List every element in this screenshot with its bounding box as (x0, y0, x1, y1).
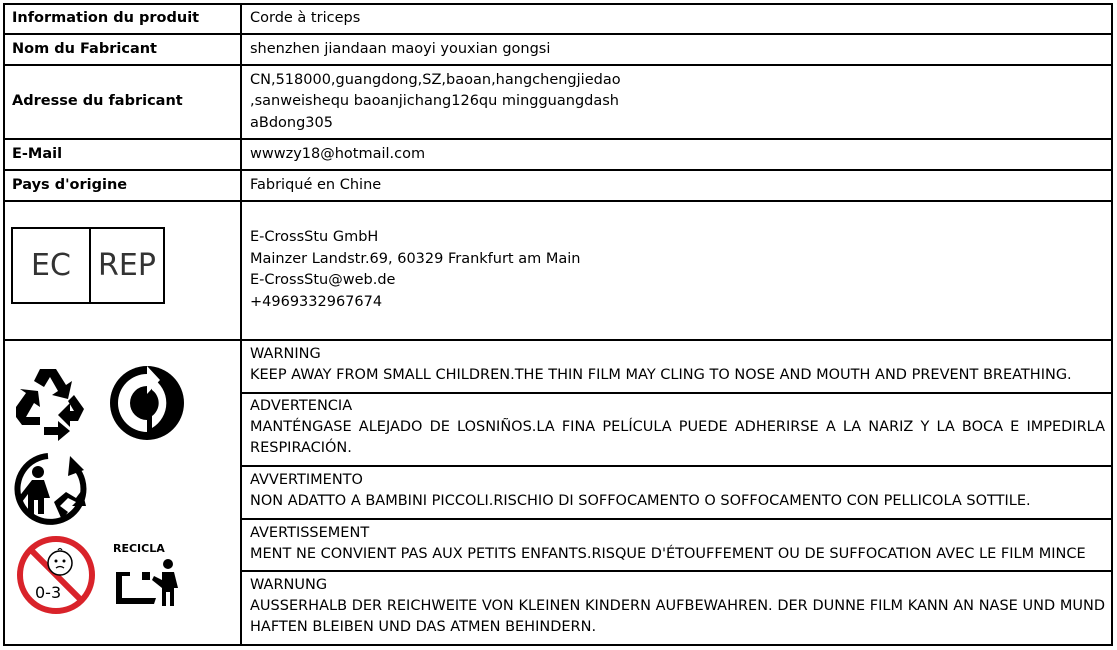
manufacturer-address-line: ,sanweishequ baoanjichang126qu mingguangdash (250, 93, 619, 109)
manufacturer-address-line: CN,518000,guangdong,SZ,baoan,hangchengjiedao (250, 72, 621, 88)
manufacturer-name-value: shenzhen jiandaan maoyi youxian gongsi (250, 41, 551, 57)
ec-rep-phone: +4969332967674 (250, 294, 383, 310)
recycle-icon (12, 365, 92, 441)
ec-rep-company: E-CrossStu GmbH (250, 229, 379, 245)
ec-rep-symbol-rep: REP (98, 248, 156, 283)
origin-label: Pays d'origine (12, 177, 128, 193)
product-info-value: Corde à triceps (250, 10, 361, 26)
row-divider (3, 64, 1113, 66)
table-border-bottom (3, 644, 1113, 646)
warning-title: AVVERTIMENTO (250, 472, 363, 488)
age-warning-icon (16, 535, 96, 615)
row-divider (241, 570, 1113, 572)
tidyman-recycle-icon (10, 450, 92, 528)
row-divider (3, 200, 1113, 202)
warning-en (250, 344, 1105, 386)
warning-de (250, 575, 1105, 638)
warning-title: WARNING (250, 346, 321, 362)
warning-text: MENT NE CONVIENT PAS AUX PETITS ENFANTS.RISQUE D'ÉTOUFFEMENT OU DE SUFFOCATION AVEC LE FILM MINCE (250, 546, 1086, 562)
row-divider (241, 465, 1113, 467)
row-divider (3, 339, 1113, 341)
email-value: wwwzy18@hotmail.com (250, 146, 426, 162)
warning-title: ADVERTENCIA (250, 398, 353, 414)
row-divider (241, 518, 1113, 520)
ec-rep-symbol-ec: EC (13, 229, 91, 302)
warning-text: AUSSERHALB DER REICHWEITE VON KLEINEN KINDERN AUFBEWAHREN. DER DUNNE FILM KANN AN NASE UND MUND HAFTEN BLEIBEN UND DAS ATMEN BEHINDERN. (250, 598, 1105, 635)
warning-fr (250, 523, 1105, 565)
ec-rep-email: E-CrossStu@web.de (250, 272, 396, 288)
table-border-left (3, 3, 5, 646)
warning-text: MANTÉNGASE ALEJADO DE LOSNIÑOS.LA FINA PELÍCULA PUEDE ADHERIRSE A LA NARIZ Y LA BOCA E IMPEDIRLA RESPIRACIÓN. (250, 419, 1105, 456)
warning-text: NON ADATTO A BAMBINI PICCOLI.RISCHIO DI SOFFOCAMENTO O SOFFOCAMENTO CON PELLICOLA SOTTILE. (250, 493, 1031, 509)
origin-value: Fabriqué en Chine (250, 177, 382, 193)
ec-rep-symbol (11, 227, 165, 304)
manufacturer-address-label: Adresse du fabricant (12, 93, 183, 109)
recicla-label: RECICLA (113, 542, 165, 555)
row-divider (3, 33, 1113, 35)
row-divider (3, 169, 1113, 171)
ec-rep-address: Mainzer Landstr.69, 60329 Frankfurt am Main (250, 251, 581, 267)
row-divider (241, 392, 1113, 394)
table-border-top (3, 3, 1113, 5)
manufacturer-name-label: Nom du Fabricant (12, 41, 157, 57)
warning-text: KEEP AWAY FROM SMALL CHILDREN.THE THIN FILM MAY CLING TO NOSE AND MOUTH AND PREVENT BREATHING. (250, 367, 1072, 383)
warning-es (250, 396, 1105, 459)
warning-title: AVERTISSEMENT (250, 525, 370, 541)
table-border-right (1111, 3, 1113, 646)
green-dot-icon (108, 364, 186, 442)
warning-title: WARNUNG (250, 577, 328, 593)
recicla-bin-icon (112, 558, 182, 608)
column-divider (240, 3, 242, 646)
product-info-label: Information du produit (12, 10, 200, 26)
warning-it (250, 470, 1105, 512)
row-divider (3, 138, 1113, 140)
email-label: E-Mail (12, 146, 63, 162)
manufacturer-address-line: aBdong305 (250, 115, 333, 131)
age-warning-label: 0-3 (35, 583, 62, 602)
